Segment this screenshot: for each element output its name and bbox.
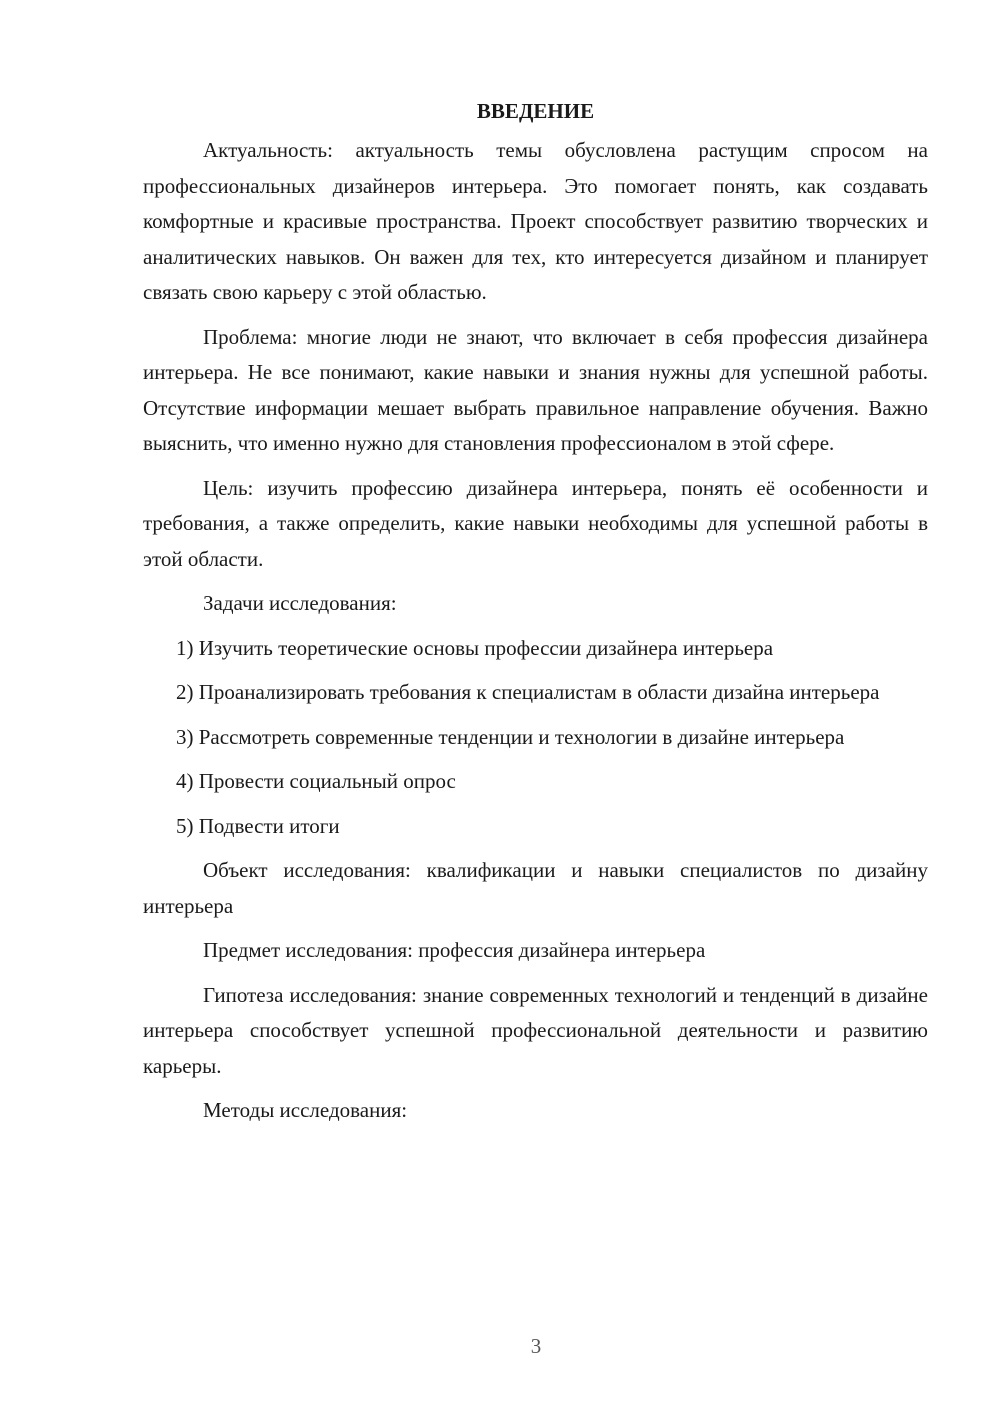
task-item: 2) Проанализировать требования к специалистам в области дизайна интерьера <box>176 680 880 704</box>
page-content <box>143 96 928 1138</box>
task-item: 5) Подвести итоги <box>176 813 340 838</box>
paragraph-subject: Предмет исследования: профессия дизайнера интерьера <box>203 938 706 962</box>
paragraph-methods: Методы исследования: <box>203 1098 408 1122</box>
paragraph-tasks-heading: Задачи исследования: <box>203 591 397 615</box>
task-item: 4) Провести социальный опрос <box>176 769 456 793</box>
paragraph-object: Объект исследования: квалификации и навыки специалистов по дизайну интерьера <box>143 858 928 918</box>
paragraph-problem: Проблема: многие люди не знают, что включает в себя профессия дизайнера интерьера. Не все понимают, какие навыки и знания нужны для успешной работы. Отсутствие информации мешает выбрать правильное направление обучения. Важно выяснить, что именно нужно для становления профессионалом в этой сфере. <box>143 324 928 455</box>
paragraph-relevance: Актуальность: актуальность темы обусловлена растущим спросом на профессиональных дизайнеров интерьера. Это помогает понять, как создавать комфортные и красивые пространства. Проект способствует развитию творческих и аналитических навыков. Он важен для тех, кто интересуется дизайном и планирует связать свою карьеру с этой областью. <box>143 138 928 304</box>
page-title: ВВЕДЕНИЕ <box>476 99 595 123</box>
paragraph-hypothesis: Гипотеза исследования: знание современных технологий и тенденций в дизайне интерьера способствует успешной профессиональной деятельности и развитию карьеры. <box>143 982 928 1078</box>
task-item: 1) Изучить теоретические основы профессии дизайнера интерьера <box>176 635 774 660</box>
paragraph-goal: Цель: изучить профессию дизайнера интерьера, понять её особенности и требования, а также определить, какие навыки необходимы для успешной работы в этой области. <box>143 475 928 571</box>
page-number: 3 <box>530 1334 542 1358</box>
task-item: 3) Рассмотреть современные тенденции и технологии в дизайне интерьера <box>176 724 845 749</box>
